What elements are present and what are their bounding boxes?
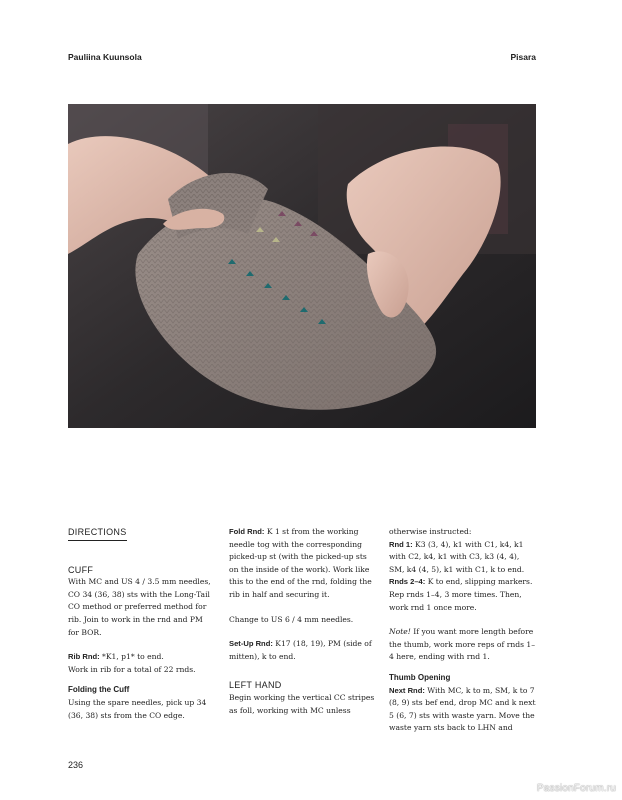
fold-round-label: Fold Rnd: xyxy=(229,527,265,536)
needle-change: Change to US 6 / 4 mm needles. xyxy=(229,614,354,624)
thumb-opening-heading: Thumb Opening xyxy=(389,672,451,682)
note-text: If you want more length before the thumb, work more reps of rnds 1–4 here, ending with rnd 1. xyxy=(389,627,536,662)
setup-round xyxy=(229,638,377,663)
cuff-heading: CUFF xyxy=(68,564,94,575)
mittens-photo xyxy=(68,104,536,428)
directions-heading: DIRECTIONS xyxy=(68,526,127,541)
next-round-label: Next Rnd: xyxy=(389,685,425,695)
folding-heading: Folding the Cuff xyxy=(68,685,130,695)
fold-round-text: K 1 st from the working needle tog with the corresponding picked-up st (with the picked-up sts on the inside of the work). Work like this to the end of the rnd, folding the rib in half and securing it. xyxy=(229,527,372,599)
cuff-instructions: With MC and US 4 / 3.5 mm needles, CO 34 (36, 38) sts with the Long-Tail CO method or preferred method for rib. Join to work in the rnd and PM for BOR. xyxy=(68,577,211,637)
rounds-2-4-text: K to end, slipping markers. Rep rnds 1–4, 3 more times. Then, work rnd 1 once more. xyxy=(389,577,533,612)
rib-note: Work in rib for a total of 22 rnds. xyxy=(68,664,196,674)
rib-round-label: Rib Rnd: xyxy=(68,652,100,662)
round-1-label: Rnd 1: xyxy=(389,539,413,549)
round-1 xyxy=(389,539,537,577)
page-number: 236 xyxy=(68,760,84,770)
rounds-2-4 xyxy=(389,576,537,614)
note-label: Note! xyxy=(389,627,411,637)
rib-round-text: *K1, p1* to end. xyxy=(99,652,164,662)
setup-round-label: Set-Up Rnd: xyxy=(229,639,273,649)
setup-round-text: K17 (18, 19), PM (side of mitten), k to end. xyxy=(229,639,372,661)
watermark: PassionForum.ru xyxy=(536,783,616,794)
pattern-name: Pisara xyxy=(510,52,536,62)
next-round-text: With MC, k to m, SM, k to 7 (8, 9) sts bef end, drop MC and k next 5 (6, 7) sts with waste yarn. Move the waste yarn sts back to LHN and xyxy=(389,685,536,733)
next-round xyxy=(389,685,537,735)
continued-text: otherwise instructed: xyxy=(389,527,472,536)
fold-round xyxy=(229,526,377,602)
left-hand-heading: LEFT HAND xyxy=(229,680,282,691)
author-name: Pauliina Kuunsola xyxy=(68,52,142,62)
folding-instructions: Using the spare needles, pick up 34 (36, 38) sts from the CO edge. xyxy=(68,697,207,720)
round-1-text: K3 (3, 4), k1 with C1, k4, k1 with C2, k4, k1 with C3, k3 (4, 4), SM, k4 (4, 5), k1 with C1, k to end. xyxy=(389,539,525,574)
left-hand-instructions: Begin working the vertical CC stripes as foll, working with MC unless xyxy=(229,692,375,715)
note xyxy=(389,626,537,664)
rib-round xyxy=(68,651,216,664)
rounds-2-4-label: Rnds 2–4: xyxy=(389,577,426,587)
